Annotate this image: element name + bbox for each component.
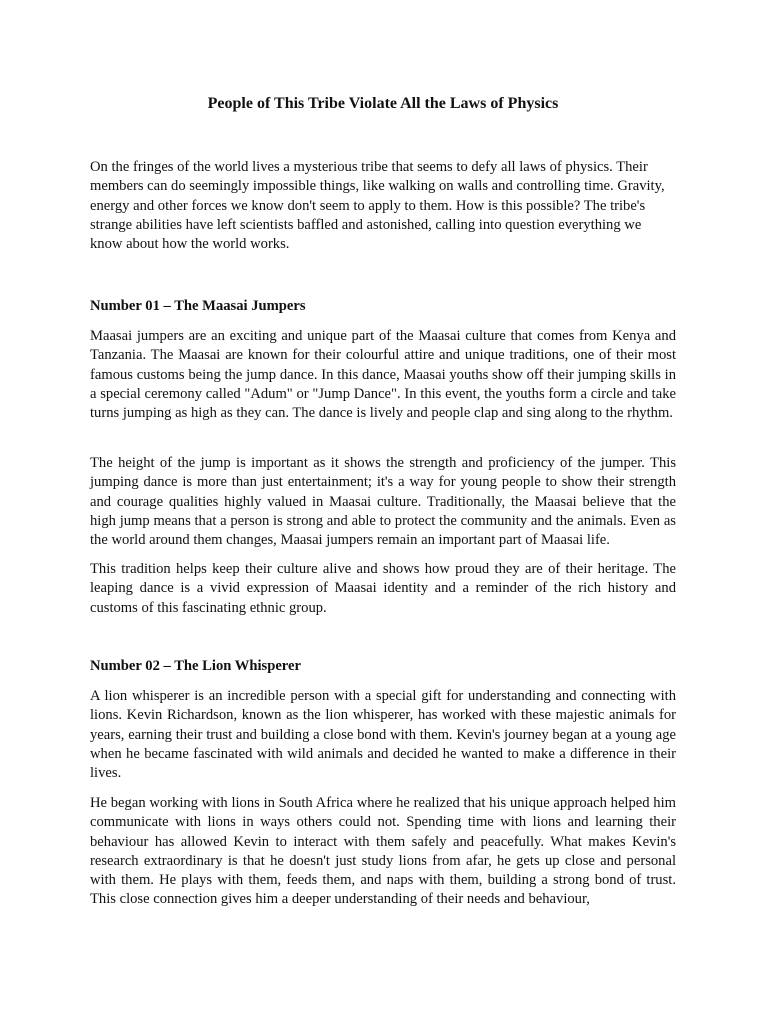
maasai-paragraph-3: This tradition helps keep their culture alive and shows how proud they are of their heritage. The leaping dance is a vivid expression of Maasai identity and a reminder of the rich history and customs of this fascinating ethnic group. bbox=[90, 561, 676, 616]
lion-paragraph-2: He began working with lions in South Africa where he realized that his unique approach helped him communicate with lions in ways others could not. Spending time with lions and learning their behaviour has allowed Kevin to interact with them safely and peacefully. What makes Kevin's research extraordinary is that he doesn't just study lions from afar, he gets up close and personal with them. He plays with them, feeds them, and naps with them, building a strong bond of trust. This close connection gives him a deeper understanding of their needs and behaviour, bbox=[90, 795, 676, 908]
lion-paragraph-1: A lion whisperer is an incredible person with a special gift for understanding and connecting with lions. Kevin Richardson, known as the lion whisperer, has worked with these majestic animals for years, earning their trust and building a close bond with them. Kevin's journey began at a young age when he became fascinated with wild animals and decided he wanted to make a difference in their lives. bbox=[90, 688, 676, 782]
intro-paragraph: On the fringes of the world lives a mysterious tribe that seems to defy all laws of physics. Their members can do seemingly impossible things, like walking on walls and controlling time. Gravity, energy and other forces we know don't seem to apply to them. How is this possible? The tribe's strange abilities have left scientists baffled and astonished, calling into question everything we know about how the world works. bbox=[90, 159, 665, 253]
maasai-paragraph-2: The height of the jump is important as it shows the strength and proficiency of the jumper. This jumping dance is more than just entertainment; it's a way for young people to show their strength and courage qualities highly valued in Maasai culture. Traditionally, the Maasai believe that the high jump means that a person is strong and able to protect the community and the animals. Even as the world around them changes, Maasai jumpers remain an important part of Maasai life. bbox=[90, 455, 676, 549]
section-heading-maasai-jumpers: Number 01 – The Maasai Jumpers bbox=[90, 298, 306, 314]
maasai-paragraph-1: Maasai jumpers are an exciting and unique part of the Maasai culture that comes from Kenya and Tanzania. The Maasai are known for their colourful attire and unique traditions, one of their most famous customs being the jump dance. In this dance, Maasai youths show off their jumping skills in a special ceremony called "Adum" or "Jump Dance". In this event, the youths form a circle and take turns jumping as high as they can. The dance is lively and people clap and sing along to the rhythm. bbox=[90, 328, 676, 422]
document-title: People of This Tribe Violate All the Laws of Physics bbox=[207, 95, 559, 112]
section-heading-lion-whisperer: Number 02 – The Lion Whisperer bbox=[90, 658, 301, 674]
